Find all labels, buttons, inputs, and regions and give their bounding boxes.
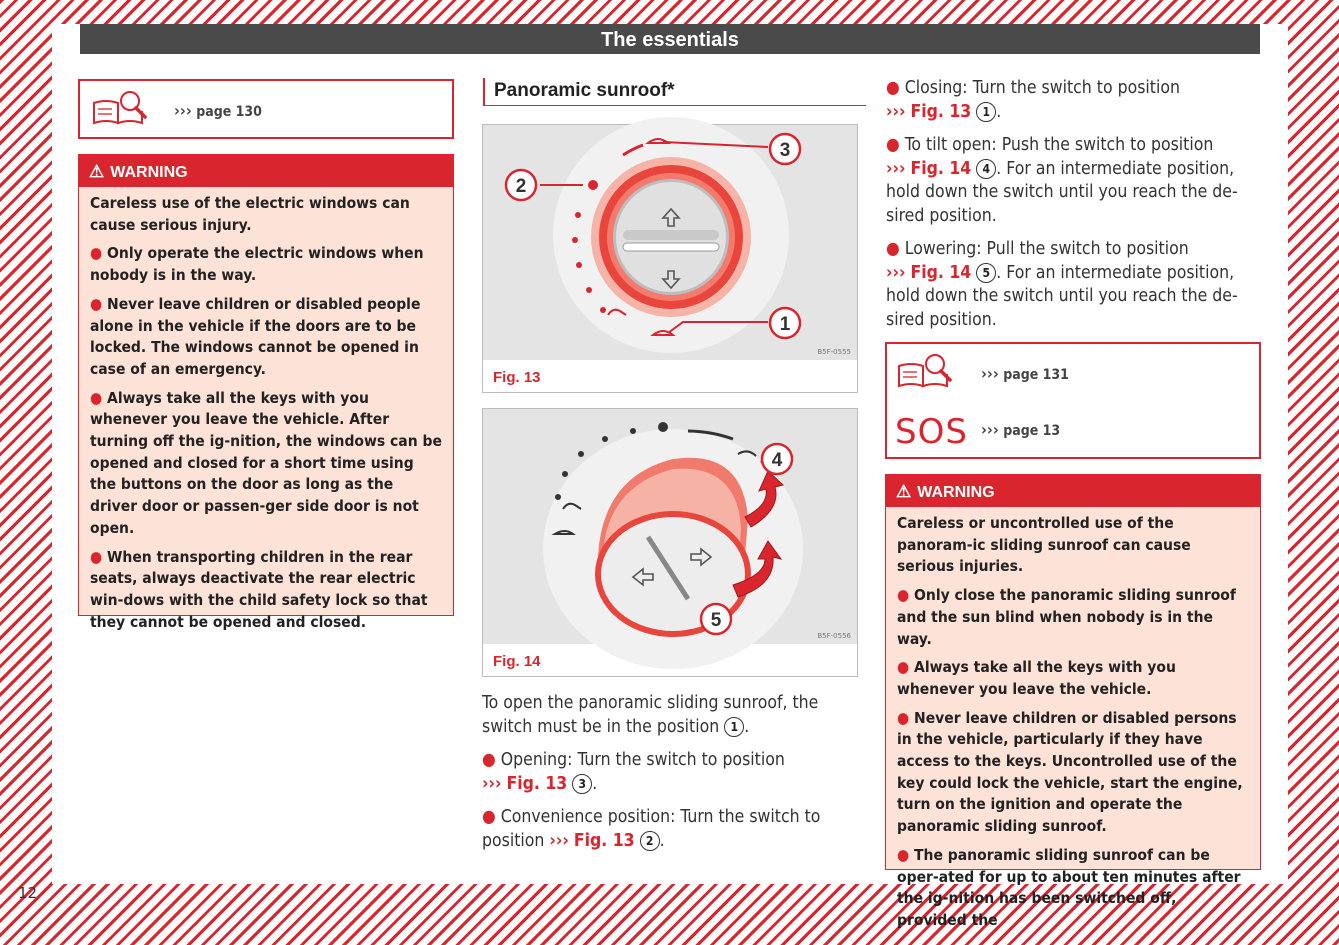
sos-icon: SOS xyxy=(895,412,968,452)
warning-header: ⚠ WARNING xyxy=(886,475,1260,507)
warning-box xyxy=(78,154,454,631)
warning-bullet: ● Only operate the electric windows when nobody is in the way. xyxy=(90,244,424,285)
warning-triangle-icon: ⚠ xyxy=(896,482,912,501)
warning-bullet: ● Always take all the keys with you whenever you leave the vehicle. After turning off the ig-nition, the windows can be opened and closed for a short time using the buttons on the door as long as the driver door or passen-ger side door is not open. xyxy=(90,388,442,537)
warning-bullet: ● Never leave children or disabled people alone in the vehicle if the doors are to be locked. The windows cannot be opened in case of an emergency. xyxy=(90,294,421,378)
figure-code: B5F-0555 xyxy=(817,348,851,356)
callout-4 xyxy=(762,444,792,474)
chapter-header: The essentials xyxy=(80,24,1260,54)
svg-text:5: 5 xyxy=(710,610,722,631)
reference-box xyxy=(78,79,454,139)
warning-bullet: ● Always take all the keys with you whenever you leave the vehicle. xyxy=(897,658,1176,698)
svg-text:1: 1 xyxy=(779,314,791,335)
figure-14 xyxy=(482,408,858,677)
sunroof-switch-tilt-illustration xyxy=(483,409,857,644)
figure-caption: Fig. 13 xyxy=(493,369,541,386)
svg-text:4: 4 xyxy=(771,450,783,471)
figure-link[interactable]: Fig. 13 xyxy=(910,101,972,122)
warning-box xyxy=(885,474,1261,929)
page-reference[interactable]: ››› page 13 xyxy=(981,420,1061,439)
reference-box xyxy=(885,342,1261,459)
callout-3 xyxy=(770,134,800,164)
callout-2 xyxy=(506,170,536,200)
section-title: Panoramic sunroof* xyxy=(483,78,866,106)
figure-link[interactable]: Fig. 14 xyxy=(910,158,972,179)
warning-bullet: ● Only close the panoramic sliding sunroof and the sun blind when nobody is in the way. xyxy=(897,586,1236,648)
page-reference[interactable]: ››› page 130 xyxy=(174,101,262,120)
warning-intro: Careless use of the electric windows can cause serious injury. xyxy=(90,194,410,234)
warning-bullet: ● Never leave children or disabled persons in the vehicle, particularly if they have access to the keys. Uncontrolled use of the key could lock the vehicle, start the engine, turn on the ignition and operate the panoramic sliding sunroof. xyxy=(897,708,1243,836)
figure-code: B5F-0556 xyxy=(817,632,851,640)
warning-header: ⚠ WARNING xyxy=(79,155,453,187)
callout-5 xyxy=(701,604,731,634)
warning-bullet: ● When transporting children in the rear seats, always deactivate the rear electric win-dows with the child safety lock so that they cannot be opened and closed. xyxy=(90,547,428,631)
bullet-convenience: ● Convenience position: Turn the switch to position ››› Fig. 13 2 . xyxy=(482,807,821,851)
bullet-closing: ● Closing: Turn the switch to position ››› Fig. 13 1 . xyxy=(886,78,1180,122)
svg-text:3: 3 xyxy=(779,140,791,161)
right-text xyxy=(886,77,1258,342)
figure-link[interactable]: Fig. 13 xyxy=(573,830,635,851)
book-search-icon xyxy=(90,89,152,129)
callout-1 xyxy=(770,308,800,338)
page-number: 12 xyxy=(18,884,38,902)
figure-caption: Fig. 14 xyxy=(493,653,541,670)
warning-intro: Careless or uncontrolled use of the panoram-ic sliding sunroof can cause serious injuries. xyxy=(897,514,1191,576)
middle-text xyxy=(482,692,862,863)
sunroof-switch-illustration xyxy=(483,125,857,360)
figure-link[interactable]: Fig. 13 xyxy=(506,773,568,794)
bullet-lowering: ● Lowering: Pull the switch to position ››› Fig. 14 5 . For an intermediate position, hold down the switch until you reach the de-sired position. xyxy=(886,239,1238,330)
warning-triangle-icon: ⚠ xyxy=(89,162,105,181)
warning-bullet: ● The panoramic sliding sunroof can be oper-ated for up to about ten minutes after the ig-nition has been switched off, provided the xyxy=(897,845,1241,929)
bullet-tilt: ● To tilt open: Push the switch to position ››› Fig. 14 4 . For an intermediate position, hold down the switch until you reach the de-sired position. xyxy=(886,135,1238,226)
intro-paragraph: To open the panoramic sliding sunroof, the switch must be in the position 1 . xyxy=(482,693,819,737)
figure-13 xyxy=(482,124,858,393)
book-search-icon xyxy=(895,352,957,392)
svg-text:2: 2 xyxy=(515,176,527,197)
bullet-opening: ● Opening: Turn the switch to position ››› Fig. 13 3 . xyxy=(482,750,785,794)
page-reference[interactable]: ››› page 131 xyxy=(981,364,1069,383)
figure-link[interactable]: Fig. 14 xyxy=(910,262,972,283)
